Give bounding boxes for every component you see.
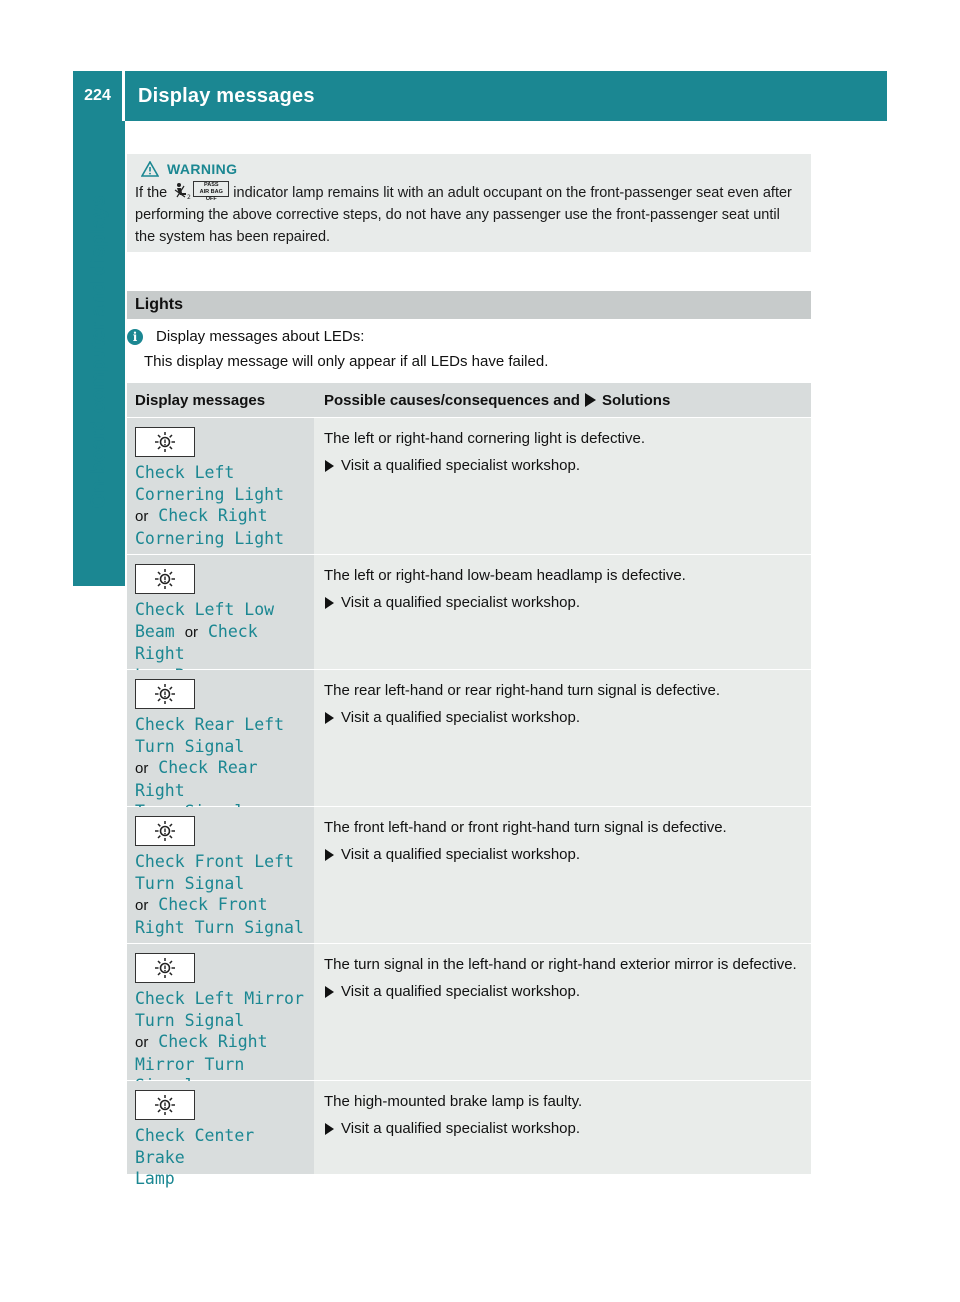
- table-row: [127, 806, 811, 943]
- passenger-airbag-icon: [171, 182, 193, 200]
- display-message-alt: Check Right Cornering Light: [135, 506, 285, 548]
- step-arrow-icon: [325, 712, 334, 724]
- bulb-icon: [152, 683, 178, 705]
- warning-text-end: indicator lamp remains lit with an adult occupant on the front-passenger seat even after performing the above corrective steps, do not have any passenger use the front-passenger seat until the system has been repaired.: [135, 185, 792, 245]
- display-message-alt: Check Right Mirror Turn: [135, 1032, 268, 1074]
- cause-text: The left or right-hand low-beam headlamp is defective.: [324, 567, 686, 584]
- display-message-alt: Check Front Right Turn Signal: [135, 895, 304, 937]
- cause-text: The turn signal in the left-hand or right-hand exterior mirror is defective.: [324, 956, 797, 973]
- page-header: [73, 71, 887, 121]
- solution-arrow-icon: [585, 393, 596, 407]
- warning-header: [135, 160, 803, 178]
- airbag-off-label: AIR BAG OFF: [199, 189, 223, 202]
- cause-solution-cell: [314, 807, 811, 943]
- cause-text: The high-mounted brake lamp is faulty.: [324, 1093, 583, 1110]
- bulb-icon: [152, 957, 178, 979]
- cause-text: The front left-hand or front right-hand turn signal is defective.: [324, 819, 727, 836]
- solution-step: [324, 592, 801, 614]
- solution-text: Visit a qualified specialist workshop.: [341, 594, 581, 611]
- pass-airbag-off-icon: [193, 181, 229, 202]
- or-text: or: [135, 897, 149, 915]
- section-heading-lights: Lights: [127, 291, 811, 319]
- solution-step: [324, 844, 801, 866]
- display-message-alt: Check Right: [135, 621, 258, 664]
- col-header-causes: Possible causes/consequences and: [324, 391, 580, 409]
- display-message: Check Front Left Turn Signal: [135, 852, 294, 893]
- display-message: Check Center Brake Lamp: [135, 1126, 255, 1189]
- table-row: [127, 417, 811, 554]
- solution-text: Visit a qualified specialist workshop.: [341, 846, 581, 863]
- chapter-label: On-board computer and displays: [87, 195, 110, 509]
- lamp-indicator-icon: [135, 953, 195, 983]
- display-messages-table: [127, 383, 811, 1189]
- col-header-causes-solutions: [314, 392, 811, 409]
- solution-text: Visit a qualified specialist workshop.: [341, 1120, 581, 1137]
- or-text: or: [135, 1034, 149, 1052]
- cause-solution-cell: [314, 670, 811, 806]
- bulb-icon: [152, 820, 178, 842]
- solution-text: Visit a qualified specialist workshop.: [341, 983, 581, 1000]
- table-row: [127, 669, 811, 806]
- solution-text: Visit a qualified specialist workshop.: [341, 457, 581, 474]
- info-icon: i: [127, 329, 143, 345]
- message-cell: [127, 555, 314, 669]
- col-header-solutions: Solutions: [601, 391, 671, 409]
- cause-text: The rear left-hand or rear right-hand turn signal is defective.: [324, 682, 721, 699]
- or-text: or: [184, 623, 199, 641]
- page-title: Display messages: [138, 84, 315, 107]
- table-row: [127, 1080, 811, 1189]
- lamp-indicator-icon: [135, 564, 195, 594]
- warning-text: [135, 181, 803, 248]
- table-header: [127, 383, 811, 417]
- display-message: Check Left Mirror Turn Signal: [135, 989, 304, 1030]
- step-arrow-icon: [325, 986, 334, 998]
- message-cell: [127, 418, 314, 554]
- display-message-alt: Check Rear Right: [135, 758, 258, 800]
- cause-solution-cell: [314, 944, 811, 1080]
- bulb-icon: [152, 431, 178, 453]
- table-row: [127, 554, 811, 669]
- warning-box: [127, 154, 811, 252]
- message-cell: [127, 944, 314, 1080]
- svg-text:2: 2: [187, 194, 192, 200]
- cause-solution-cell: [314, 555, 811, 669]
- warning-text-start: If the: [135, 185, 172, 201]
- bulb-icon: [152, 1094, 178, 1116]
- cause-text: The left or right-hand cornering light is defective.: [324, 430, 645, 447]
- step-arrow-icon: [325, 597, 334, 609]
- solution-step: [324, 1118, 801, 1140]
- warning-triangle-icon: [141, 161, 159, 177]
- or-text: or: [135, 760, 149, 778]
- info-text-line2: This display message will only appear if all LEDs have failed.: [144, 353, 549, 370]
- step-arrow-icon: [325, 849, 334, 861]
- lamp-indicator-icon: [135, 816, 195, 846]
- lamp-indicator-icon: [135, 679, 195, 709]
- cause-solution-cell: [314, 418, 811, 554]
- bulb-icon: [152, 568, 178, 590]
- solution-step: [324, 707, 801, 729]
- cause-solution-cell: [314, 1081, 811, 1174]
- info-text-line1: Display messages about LEDs:: [156, 328, 365, 345]
- lamp-indicator-icon: [135, 427, 195, 457]
- message-cell: [127, 1081, 314, 1189]
- solution-text: Visit a qualified specialist workshop.: [341, 709, 581, 726]
- step-arrow-icon: [325, 1123, 334, 1135]
- or-text: or: [135, 508, 149, 526]
- solution-step: [324, 981, 801, 1003]
- message-cell: [127, 670, 314, 806]
- lamp-indicator-icon: [135, 1090, 195, 1120]
- message-cell: [127, 807, 314, 943]
- table-row: [127, 943, 811, 1080]
- display-message: Check Rear Left Turn Signal: [135, 715, 285, 756]
- display-message: Check Left Low Beam: [135, 600, 275, 641]
- display-message: Check Left Cornering Light: [135, 463, 285, 504]
- col-header-display-messages: Display messages: [135, 391, 266, 409]
- step-arrow-icon: [325, 460, 334, 472]
- pass-label: PASS: [203, 182, 219, 188]
- warning-heading: WARNING: [167, 161, 238, 177]
- solution-step: [324, 455, 801, 477]
- page-number: 224: [73, 71, 125, 121]
- info-note: [127, 328, 364, 345]
